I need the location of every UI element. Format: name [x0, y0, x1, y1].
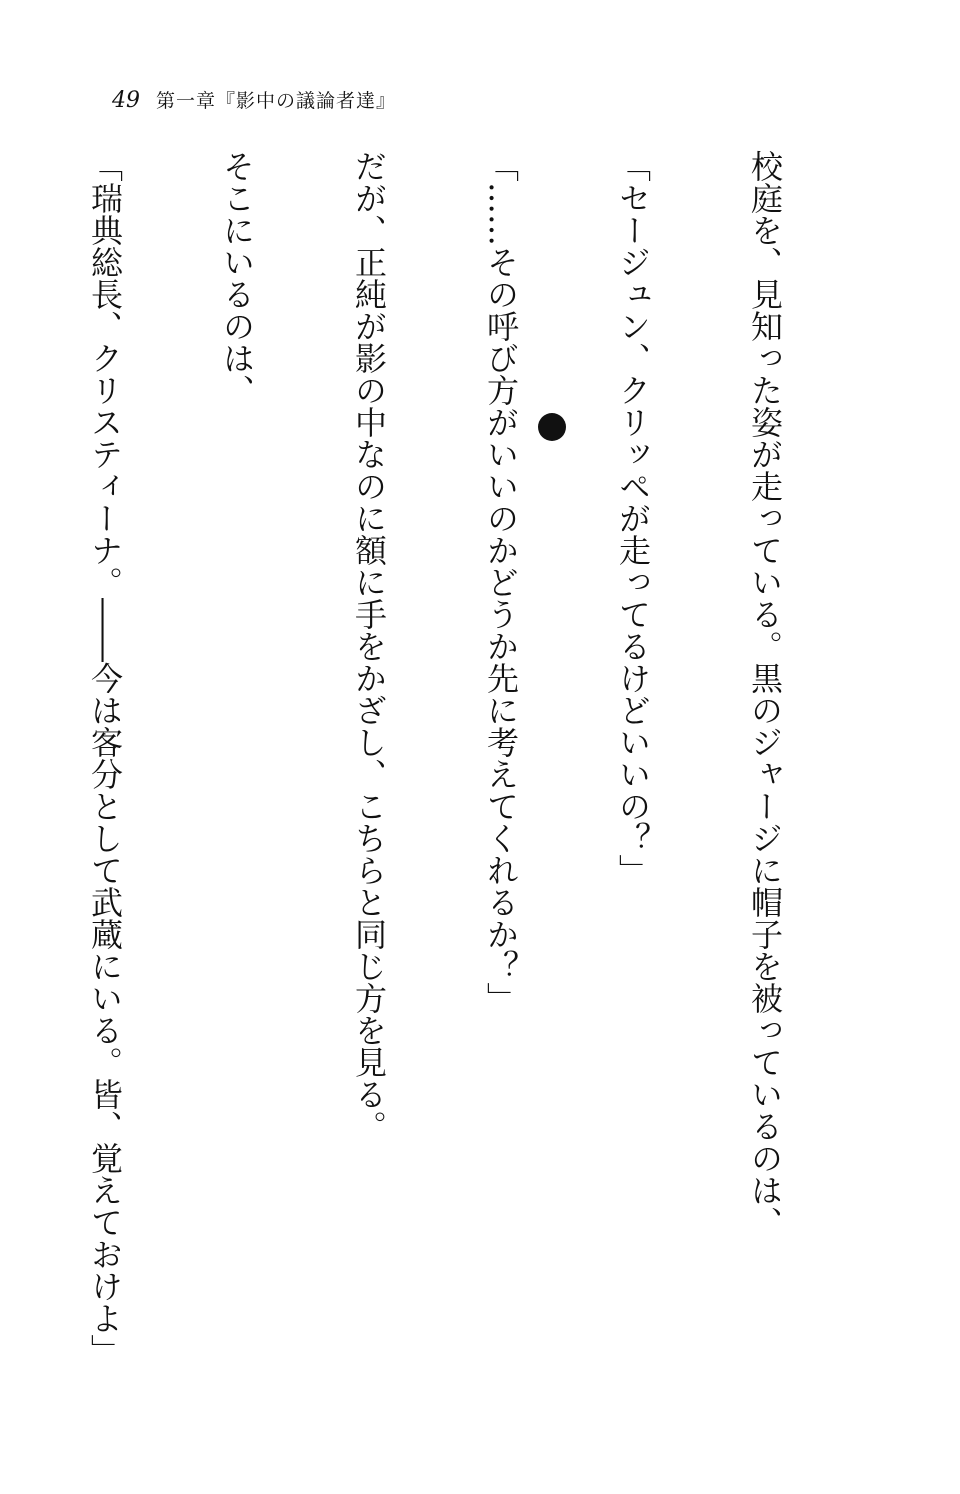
text-line: 「セージュン、クリッペが走ってるけどいいの？」: [614, 150, 652, 886]
text-line: そこにいるのは、: [218, 150, 256, 406]
text-line: 「……その呼び方がいいのかどうか先に考えてくれるか？」: [482, 150, 520, 1014]
text-line: 「瑞典総長、クリスティーナ。――今は客分として武蔵にいる。皆、覚えておけよ」: [86, 150, 124, 1366]
page-number: 49: [112, 88, 140, 113]
text-line: 校庭を、見知った姿が走っている。黒のジャージに帽子を被っているのは、: [746, 150, 784, 1238]
chapter-title: 第一章『影中の議論者達』: [156, 90, 397, 112]
vertical-body-text: [86, 150, 875, 1366]
running-header: [112, 86, 396, 116]
text-line: だが、正純が影の中なのに額に手をかざし、こちらと同じ方を見る。: [350, 150, 388, 1142]
